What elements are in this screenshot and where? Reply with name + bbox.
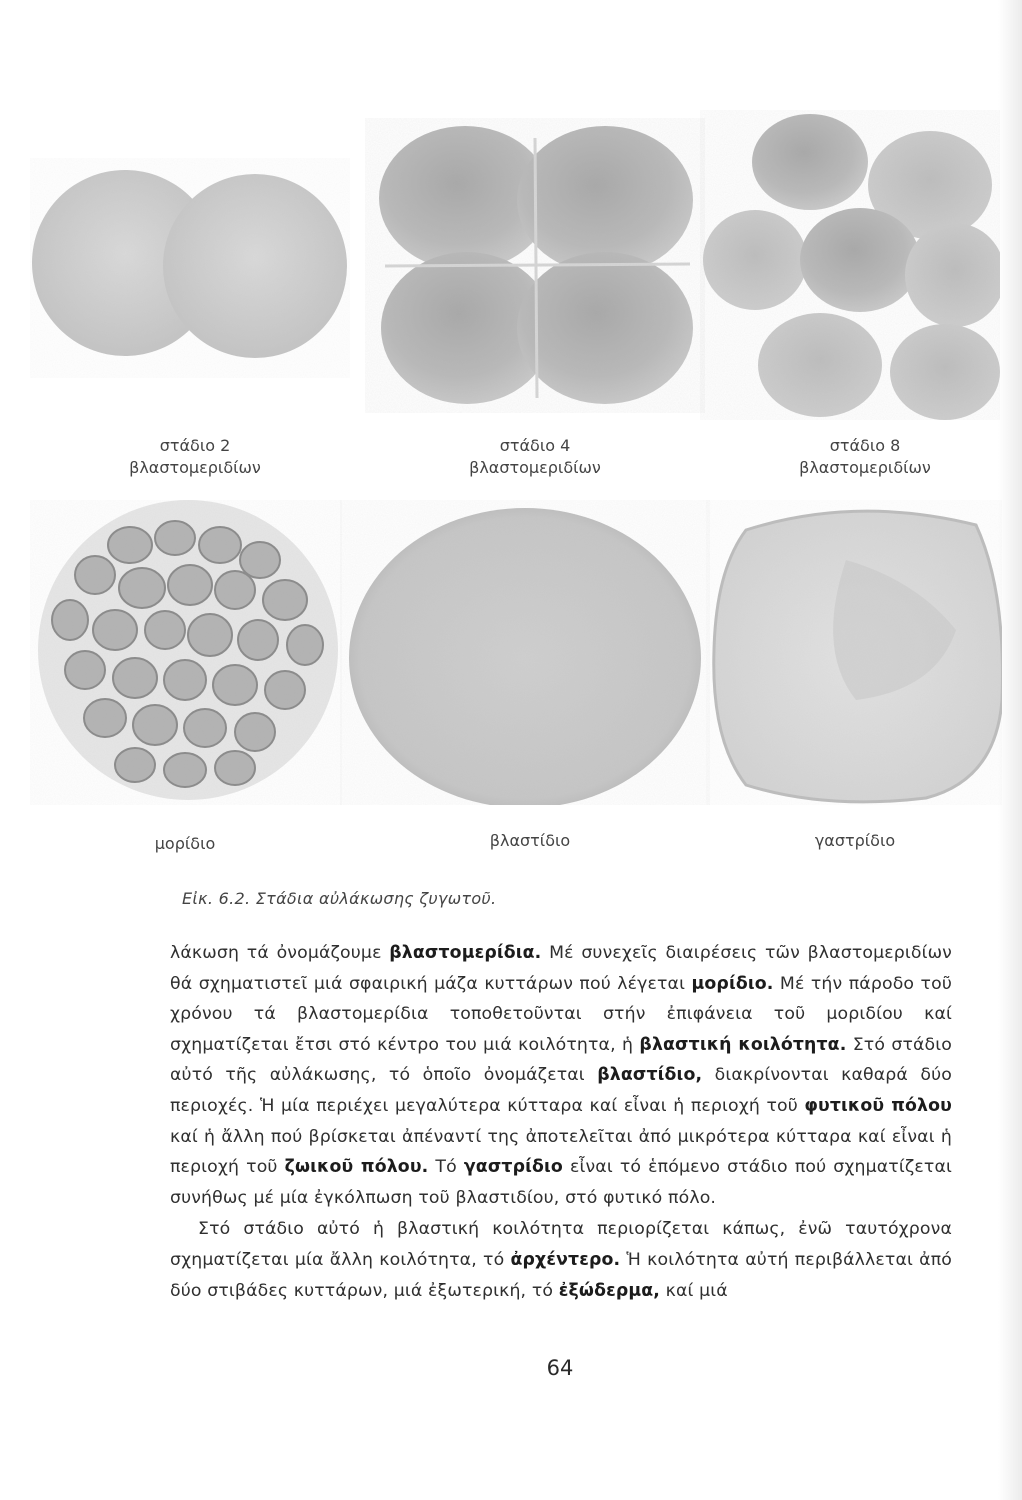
- page-number: 64: [546, 1356, 574, 1380]
- caption-stage8: [780, 435, 950, 479]
- body-text: [170, 938, 952, 1306]
- caption-stage4-line1: στάδιο 4: [499, 436, 571, 455]
- term-gastrula: γαστρίδιο: [463, 1157, 563, 1178]
- caption-stage8-line1: στάδιο 8: [829, 436, 901, 455]
- blastula-micrograph: [340, 500, 710, 805]
- caption-blastula: [455, 830, 605, 852]
- paragraph-1: [170, 938, 952, 1213]
- caption-gastrula: [780, 830, 930, 852]
- term-archenteron: ἀρχέντερο.: [510, 1249, 621, 1270]
- term-vegetal-pole: φυτικοῦ πόλου: [804, 1095, 952, 1116]
- text-run: Μέ τήν πάροδο τοῦ χρόνου τά βλαστομερίδια τοποθετοῦνται στήν ἐπιφάνεια τοῦ μοριδίου καί σχηματίζεται ἔτσι στό κέντρο του μιά κοιλότητα, ἡ: [170, 973, 952, 1055]
- text-run: καί μιά: [659, 1280, 728, 1301]
- text-run: Στό στάδιο αὐτό τῆς αὐλάκωσης, τό ὁποῖο ὀνομάζεται: [170, 1034, 953, 1086]
- text-run: Ἡ κοιλότητα αὐτή περιβάλλεται ἀπό δύο στιβάδες κυττάρων, μιά ἐξωτερική, τό: [170, 1249, 952, 1301]
- text-run: καί ἡ ἄλλη πού βρίσκεται ἀπέναντί της ἀποτελεῖται ἀπό μικρότερα κύτταρα καί εἶναι ἡ περιοχή τοῦ: [170, 1126, 952, 1178]
- text-run: Τό: [428, 1157, 464, 1178]
- term-blastomeres: βλαστομερίδια.: [389, 943, 542, 963]
- caption-morula-text: μορίδιο: [154, 834, 216, 853]
- term-animal-pole: ζωικοῦ πόλου.: [284, 1157, 429, 1178]
- stage8-micrograph: [700, 110, 1000, 420]
- morula-micrograph: [30, 500, 342, 805]
- caption-stage2-line2: βλαστομεριδίων: [129, 458, 261, 477]
- text-run: εἶναι τό ἑπόμενο στάδιο πού σχηματίζεται συνήθως μέ μία ἐγκόλπωση τοῦ βλαστιδίου, στό φυτικό πόλο.: [170, 1157, 952, 1208]
- stage2-micrograph: [30, 158, 350, 378]
- paragraph-2: [170, 1214, 952, 1306]
- term-blastocoel: βλαστική κοιλότητα.: [639, 1034, 847, 1055]
- term-blastula: βλαστίδιο,: [597, 1065, 703, 1086]
- text-run: λάκωση τά ὀνομάζουμε: [170, 943, 390, 963]
- term-ectoderm: ἐξώδερμα,: [558, 1280, 660, 1301]
- text-run: Στό στάδιο αὐτό ἡ βλαστική κοιλότητα περιορίζεται κάπως, ἐνῶ ταυτόχρονα σχηματίζεται μία ἄλλη κοιλότητα, τό: [170, 1219, 952, 1270]
- caption-blastula-text: βλαστίδιο: [489, 831, 571, 850]
- figure-caption: Εἰκ. 6.2. Στάδια αὐλάκωσης ζυγωτοῦ.: [182, 889, 497, 908]
- caption-stage2-line1: στάδιο 2: [159, 436, 231, 455]
- caption-stage4: [450, 435, 620, 479]
- stage4-micrograph: [365, 118, 705, 413]
- term-morula: μορίδιο.: [691, 973, 774, 994]
- caption-stage4-line2: βλαστομεριδίων: [469, 458, 601, 477]
- text-run: Μέ συνεχεῖς διαιρέσεις τῶν βλαστομεριδίων θά σχηματιστεῖ μιά σφαιρική μάζα κυττάρων πού λέγεται: [170, 943, 952, 994]
- gastrula-micrograph: [706, 500, 1002, 805]
- caption-gastrula-text: γαστρίδιο: [814, 831, 896, 850]
- text-run: διακρίνονται καθαρά δύο περιοχές. Ἡ μία περιέχει μεγαλύτερα κύτταρα καί εἶναι ἡ περιοχή τοῦ: [170, 1065, 952, 1116]
- caption-stage2: [110, 435, 280, 479]
- caption-morula: [110, 833, 260, 855]
- caption-stage8-line2: βλαστομεριδίων: [799, 458, 931, 477]
